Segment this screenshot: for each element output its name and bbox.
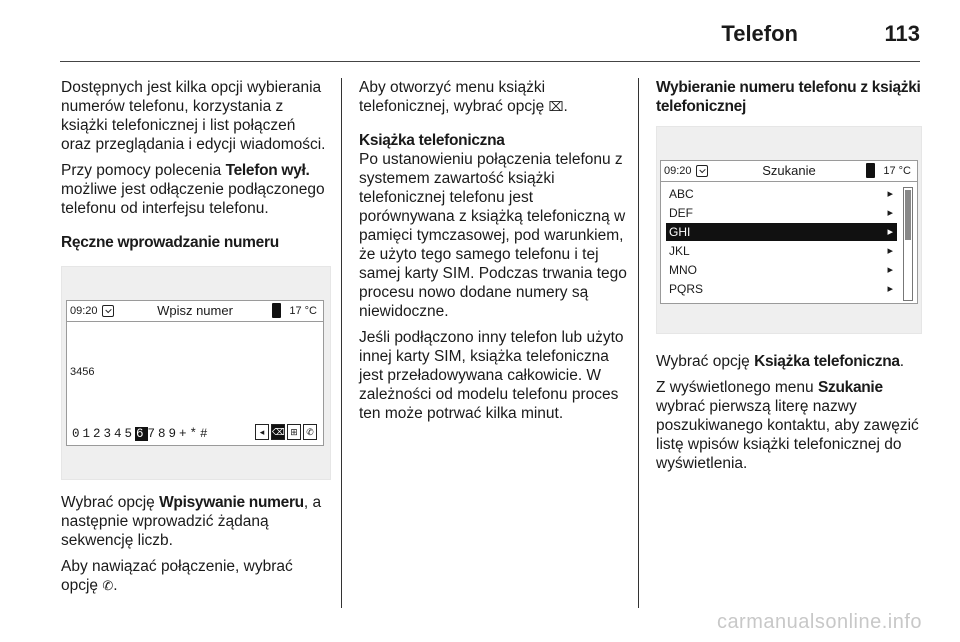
enter-number-term: Wpisywanie numeru [159, 494, 304, 511]
temperature: 17 °C [883, 165, 911, 177]
column-1 [61, 78, 329, 602]
open-phonebook-paragraph: Aby otworzyć menu książki telefonicznej, wybrać opcję ⌧. [359, 79, 568, 115]
chevron-right-icon: ▸ [887, 188, 893, 200]
list-item-selected[interactable]: GHI ▸ [666, 223, 897, 241]
phonebook-term: Książka telefoniczna [754, 353, 900, 370]
screen-title: Wpisz numer [157, 303, 233, 318]
header-rule [60, 61, 920, 62]
disconnect-paragraph: Przy pomocy polecenia Telefon wył. możliwe jest odłączenie podłączonego telefonu od interfejsu telefonu. [61, 162, 325, 217]
phonebook-icon: ⌧ [548, 99, 564, 114]
search-paragraph: Z wyświetlonego menu Szukanie wybrać pierwszą literę nazwy poszukiwanego kontaktu, aby zawęzić listę wpisów książki telefonicznej do wyświetlenia. [656, 379, 919, 472]
select-phonebook-paragraph: Wybrać opcję Książka telefoniczna. [656, 353, 905, 370]
column-2 [359, 78, 629, 430]
phone-off-term: Telefon wył. [225, 162, 310, 179]
list-item[interactable]: PQRS ▸ [669, 282, 893, 296]
reload-paragraph: Jeśli podłączono inny telefon lub użyto innej karty SIM, książka telefoniczna jest przeładowywana całkowicie. W zależności od modelu telefonu proces ten może potrwać kilka minut. [359, 329, 624, 422]
page-number: 113 [884, 21, 920, 46]
selected-digit: 6 [136, 427, 147, 441]
display-screen [66, 300, 324, 446]
scrollbar-thumb[interactable] [905, 190, 911, 240]
status-bar [67, 301, 323, 322]
temperature: 17 °C [289, 305, 317, 317]
list-item[interactable]: MNO ▸ [669, 263, 893, 277]
phone-icon [272, 303, 281, 318]
chevron-right-icon: ▸ [887, 264, 893, 276]
function-icons [255, 424, 317, 440]
clock: 09:20 [70, 305, 98, 317]
manual-entry-heading: Ręczne wprowadzanie numeru [61, 234, 279, 251]
chevron-right-icon: ▸ [887, 283, 893, 295]
intro-paragraph: Dostępnych jest kilka opcji wybierania numerów telefonu, korzystania z książki telefonicznej i list połączeń oraz przeglądania i edycji wiadomości. [61, 79, 326, 153]
entered-number: 3456 [70, 366, 95, 378]
column-divider [341, 78, 342, 608]
list-item[interactable]: JKL ▸ [669, 244, 893, 258]
list-item[interactable]: ABC ▸ [669, 187, 893, 201]
delete-icon: ⌫ [271, 424, 285, 440]
chevron-right-icon: ▸ [887, 245, 893, 257]
call-icon: ✆ [303, 424, 317, 440]
sync-paragraph: Po ustanowieniu połączenia telefonu z systemem zawartość książki telefonicznej telefonu jest porównywana z książką telefoniczną w pamięci tymczasowej, pod warunkiem, że użyto tego samego telefonu i tej samej karty SIM. Podczas trwania tego procesu nowo dodane numery są niewidoczne. [359, 151, 627, 320]
enter-number-screenshot [61, 266, 331, 480]
call-paragraph: Aby nawiązać połączenie, wybrać opcję ✆. [61, 558, 293, 594]
list-item[interactable]: DEF ▸ [669, 206, 893, 220]
column-3 [656, 78, 924, 480]
display-screen [660, 160, 918, 304]
watermark: carmanualsonline.info [716, 611, 922, 633]
chevron-right-icon: ▸ [887, 226, 893, 238]
page-title: Telefon [721, 21, 798, 46]
enter-number-paragraph: Wybrać opcję Wpisywanie numeru, a następnie wprowadzić żądaną sekwencję liczb. [61, 494, 322, 549]
search-term: Szukanie [817, 379, 883, 396]
chevron-right-icon: ▸ [887, 207, 893, 219]
call-icon: ✆ [102, 578, 114, 593]
digit-bar: 0123456789+*# [72, 427, 211, 441]
clock: 09:20 [664, 165, 692, 177]
screen-title: Szukanie [762, 163, 816, 178]
phonebook-icon: ⊞ [287, 424, 301, 440]
column-divider [638, 78, 639, 608]
phone-icon [866, 163, 875, 178]
speaker-icon: ◂ [255, 424, 269, 440]
search-screenshot [656, 126, 922, 334]
scrollbar[interactable] [903, 187, 913, 301]
dial-from-phonebook-heading: Wybieranie numeru telefonu z książki telefonicznej [656, 79, 921, 115]
status-bar [661, 161, 917, 182]
phonebook-heading: Książka telefoniczna [359, 132, 505, 149]
